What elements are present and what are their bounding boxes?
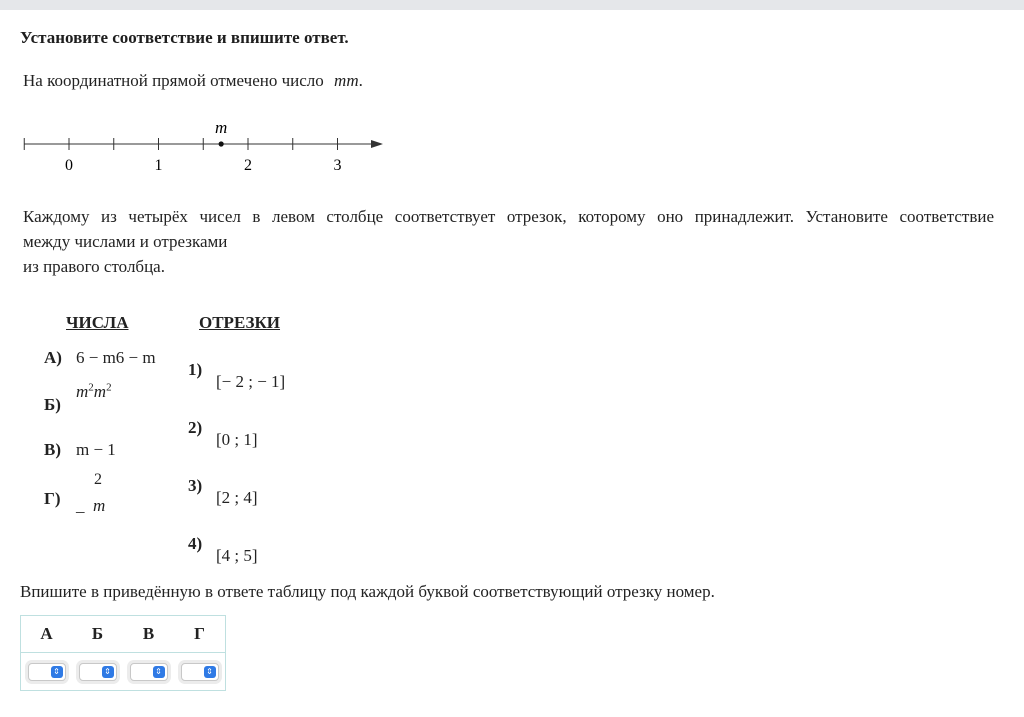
answer-cell-a (21, 653, 73, 691)
intro-end: . (358, 71, 363, 90)
answer-table (20, 615, 226, 691)
fraction-denominator (93, 496, 105, 516)
number-line (0, 110, 400, 180)
fraction-denominator-var: m (93, 496, 106, 515)
axis-tick-label: 2 (244, 157, 252, 174)
answer-select-g[interactable] (181, 663, 219, 681)
intro-text (23, 71, 363, 91)
number-expr-v (76, 440, 116, 460)
number-label-b: Б) (44, 395, 61, 414)
axis-tick-label: 0 (65, 157, 73, 174)
segment-4: [4 ; 5] (216, 546, 258, 565)
number-expr-b (76, 382, 112, 402)
fraction-numerator: 2 (94, 471, 102, 488)
axis-arrow (371, 140, 383, 148)
answer-cell-b (72, 653, 123, 691)
segment-label-4: 4) (188, 534, 203, 553)
answer-header-b: Б (72, 616, 123, 653)
intro-text-main: На координатной прямой отмечено число (23, 71, 324, 90)
select-stepper-icon: ⇕ (102, 666, 114, 678)
number-expr-b-base1: m (76, 382, 89, 401)
answer-select-v[interactable] (130, 663, 168, 681)
answer-header-v: В (123, 616, 174, 653)
point-m (219, 141, 224, 146)
numbers-header: ЧИСЛА (66, 313, 129, 332)
paragraph-line-3: из правого столбца. (23, 257, 165, 276)
intro-variable: mm (334, 71, 359, 90)
number-label-a: А) (44, 348, 62, 367)
answer-select-b[interactable] (79, 663, 117, 681)
answer-instruction: Впишите в приведённую в ответе таблицу под каждой буквой соответствующий отрезку номер. (20, 582, 715, 601)
segment-label-3: 3) (188, 476, 203, 495)
segment-1: [− 2 ; − 1] (216, 372, 286, 391)
select-stepper-icon: ⇕ (204, 666, 216, 678)
number-label-g: Г) (44, 489, 61, 508)
answer-cell-g (174, 653, 226, 691)
paragraph-line-1: Каждому из четырёх чисел в левом столбце соответствует отрезок, которому оно принадлежит. Установите соответствие (23, 207, 994, 226)
number-expr-b-base2: m (93, 382, 107, 401)
answer-header-a: А (21, 616, 73, 653)
answer-cell-v (123, 653, 174, 691)
number-label-v: В) (44, 440, 61, 459)
answer-header-g: Г (174, 616, 226, 653)
number-expr-b-exp2: 2 (106, 381, 112, 394)
segment-3: [2 ; 4] (216, 488, 258, 507)
number-expr-b-exp1: 2 (88, 381, 94, 394)
point-m-label: m (215, 118, 228, 137)
segment-2: [0 ; 1] (216, 430, 258, 449)
fraction-prefix: _ (76, 496, 85, 515)
number-expr-a (76, 348, 156, 368)
task-title: Установите соответствие и впишите ответ. (20, 28, 349, 47)
answer-select-a[interactable] (28, 663, 66, 681)
segment-label-2: 2) (188, 418, 203, 437)
axis-tick-label: 3 (333, 157, 342, 174)
paragraph-line-2: между числами и отрезками (23, 232, 228, 251)
top-bar (0, 0, 1024, 10)
segment-label-1: 1) (188, 360, 203, 379)
segments-header: ОТРЕЗКИ (199, 313, 281, 332)
task-paragraph (23, 204, 994, 279)
axis-tick-label: 1 (154, 157, 163, 174)
select-stepper-icon: ⇕ (153, 666, 165, 678)
select-stepper-icon: ⇕ (51, 666, 63, 678)
number-expr-a-text: 6 − m6 − m (76, 348, 156, 367)
number-expr-v-text: m − 1 (76, 440, 116, 459)
